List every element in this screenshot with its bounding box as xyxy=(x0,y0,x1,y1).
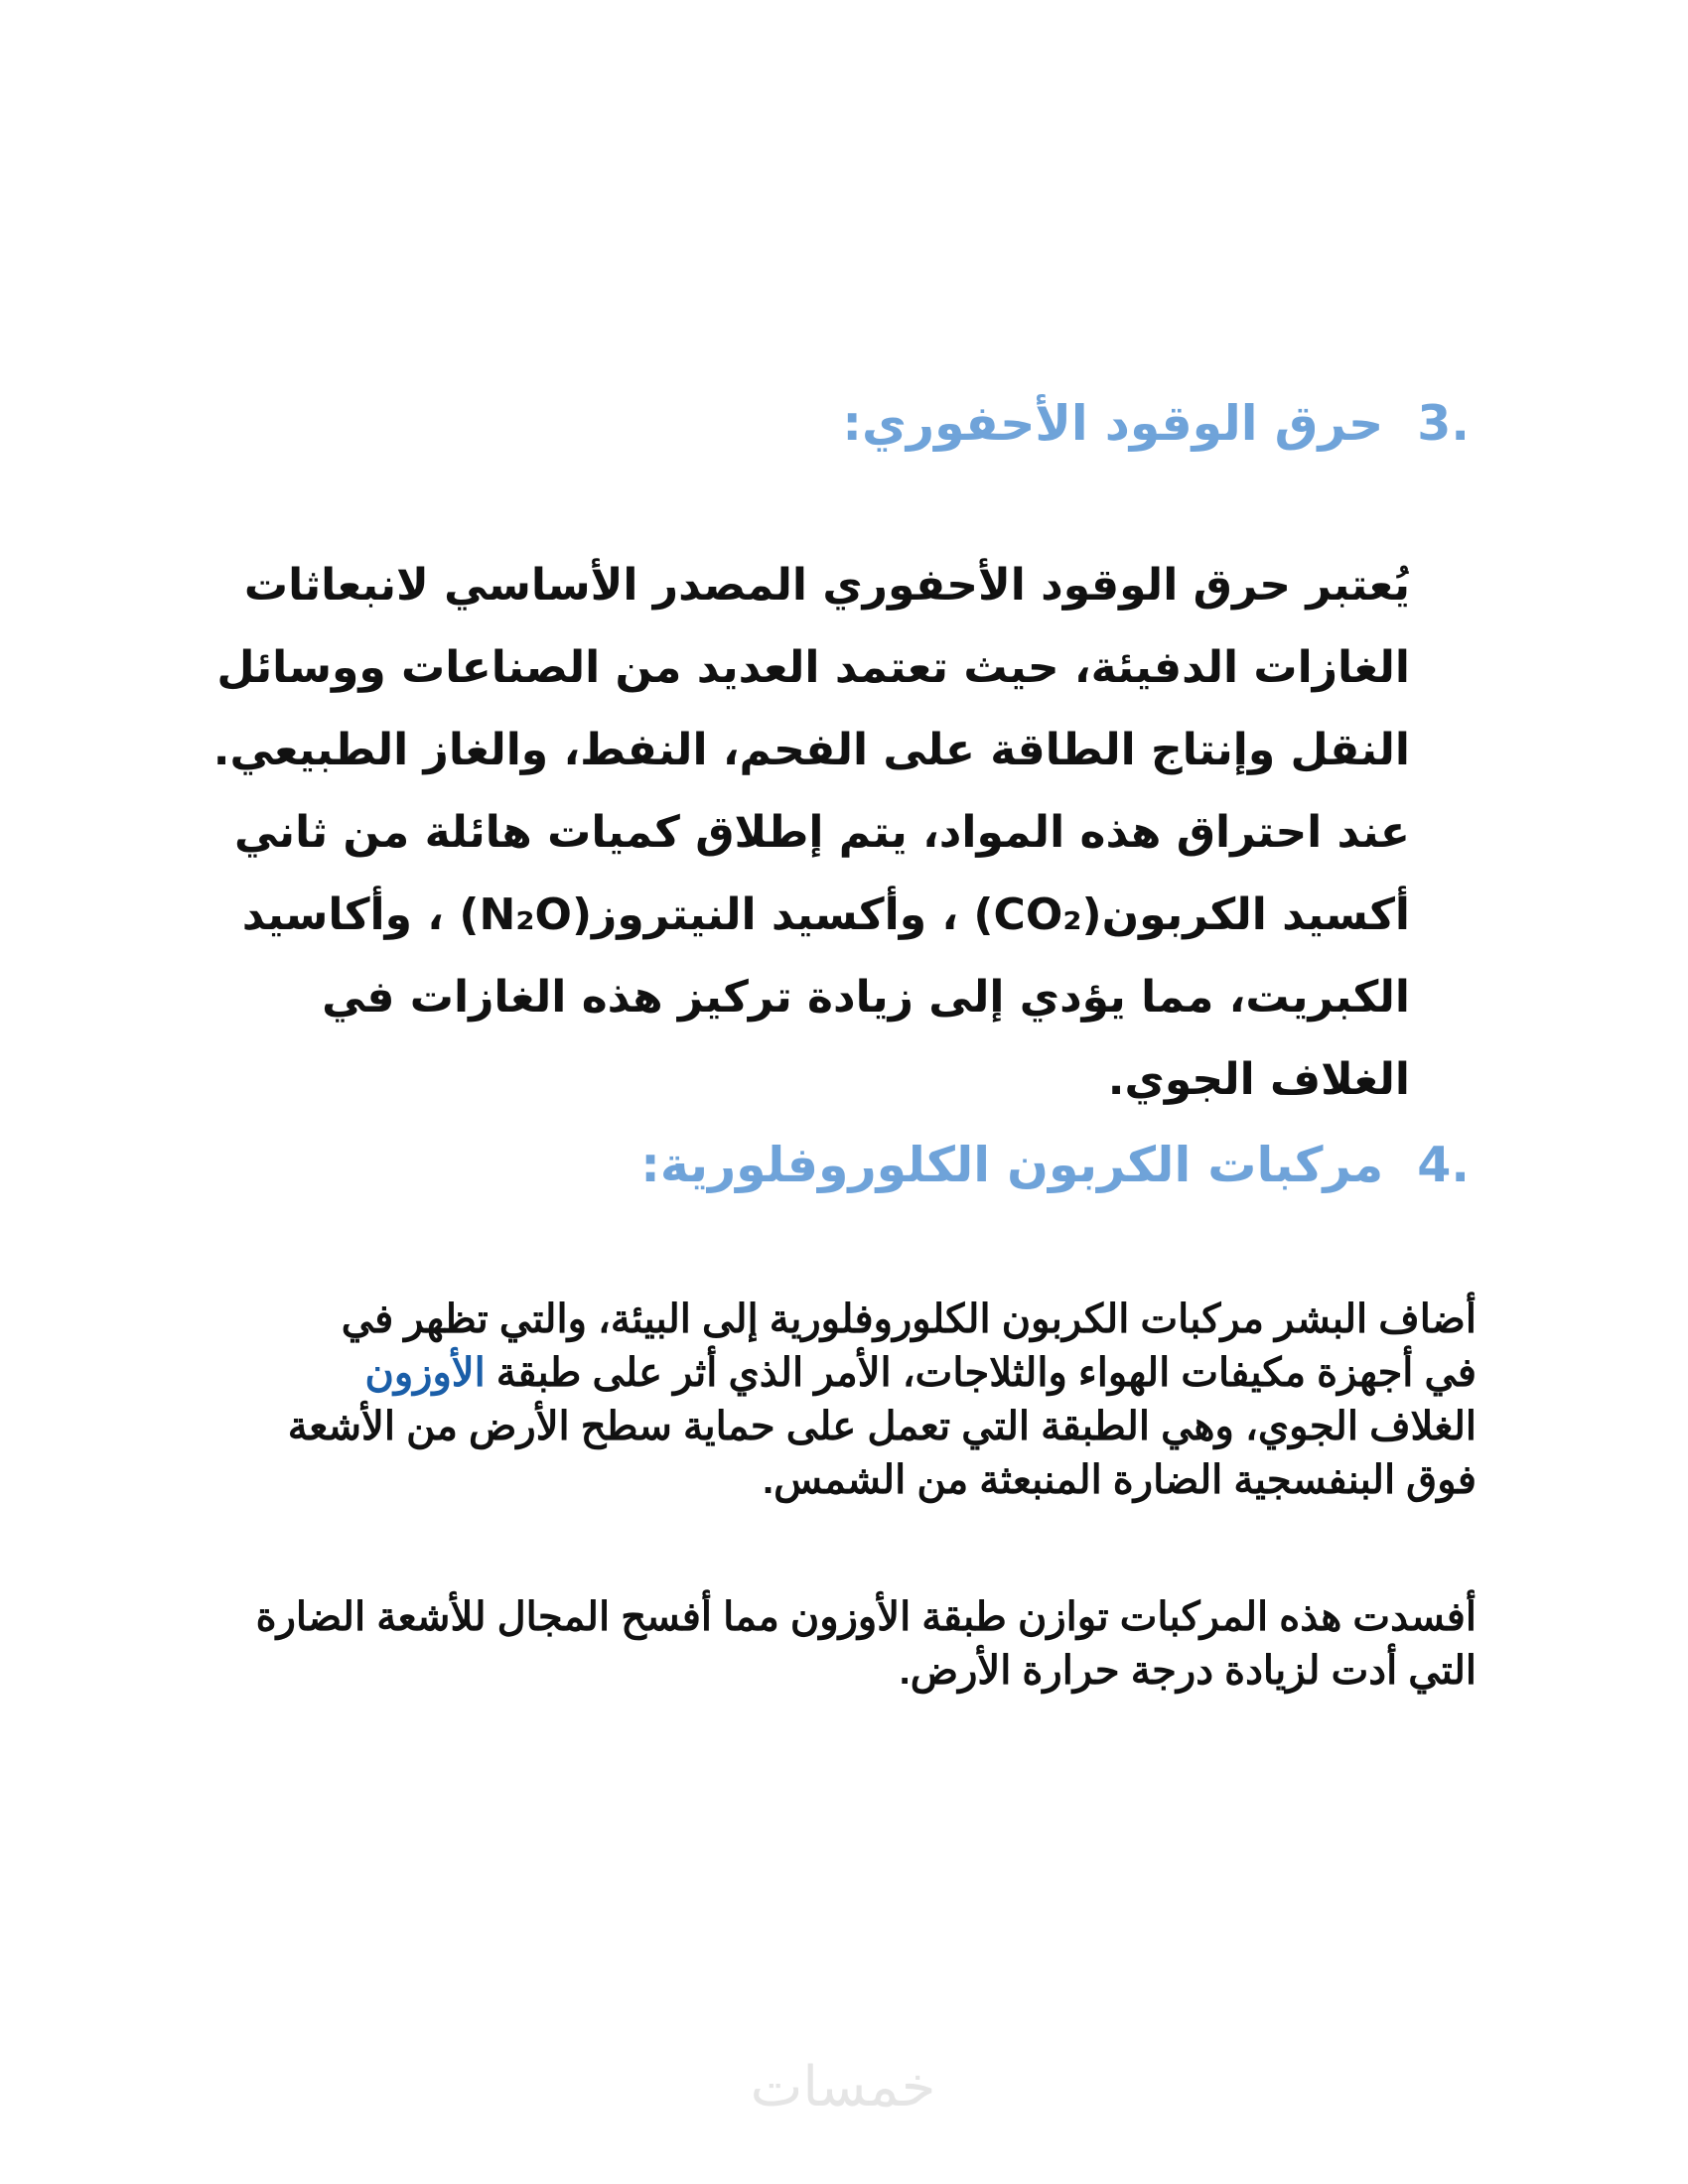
paragraph-line: فوق البنفسجية الضارة المنبعثة من الشمس. xyxy=(762,1458,1477,1502)
paragraph-line: التي أدت لزيادة درجة حرارة الأرض. xyxy=(899,1649,1477,1693)
section-3-paragraph xyxy=(199,544,1410,1121)
paragraph-line: النقل وإنتاج الطاقة على الفحم، النفط، والغاز الطبيعي. xyxy=(212,725,1410,775)
paragraph-line: أفسدت هذه المركبات توازن طبقة الأوزون مما أفسح المجال للأشعة الضارة xyxy=(255,1595,1477,1639)
section-4-heading xyxy=(640,1137,1470,1193)
paragraph-line: يُعتبر حرق الوقود الأحفوري المصدر الأساسي لانبعاثات xyxy=(243,560,1410,611)
section-3-heading xyxy=(842,395,1470,452)
paragraph-line: الغازات الدفيئة، حيث تعتمد العديد من الصناعات ووسائل xyxy=(216,642,1410,693)
section-3-number: .3 xyxy=(1417,395,1470,452)
paragraph-line: الكبريت، مما يؤدي إلى زيادة تركيز هذه الغازات في xyxy=(322,972,1410,1023)
paragraph-line: الغلاف الجوي. xyxy=(1107,1054,1410,1105)
khamsat-watermark-logo: خمسات xyxy=(750,2055,936,2119)
section-4-number: .4 xyxy=(1417,1137,1470,1193)
paragraph-line: عند احتراق هذه المواد، يتم إطلاق كميات هائلة من ثاني xyxy=(234,807,1410,858)
paragraph-line: أكسيد الكربون(CO₂) ، وأكسيد النيتروز(N₂O) ، وأكاسيد xyxy=(241,889,1410,940)
section-4-paragraph-2 xyxy=(206,1590,1477,1698)
paragraph-line: أضاف البشر مركبات الكربون الكلوروفلورية إلى البيئة، والتي تظهر في xyxy=(341,1297,1477,1341)
section-4-title: مركبات الكربون الكلوروفلورية: xyxy=(640,1137,1384,1193)
paragraph-line-text: في أجهزة مكيفات الهواء والثلاجات، الأمر الذي أثر على طبقة xyxy=(485,1351,1477,1395)
paragraph-line: الغلاف الجوي، وهي الطبقة التي تعمل على حماية سطح الأرض من الأشعة xyxy=(287,1405,1477,1448)
section-4-paragraph-1 xyxy=(206,1293,1477,1507)
section-3-title: حرق الوقود الأحفوري: xyxy=(842,395,1384,452)
ozone-link[interactable]: الأوزون xyxy=(364,1351,486,1395)
paragraph-line xyxy=(206,1346,1477,1400)
